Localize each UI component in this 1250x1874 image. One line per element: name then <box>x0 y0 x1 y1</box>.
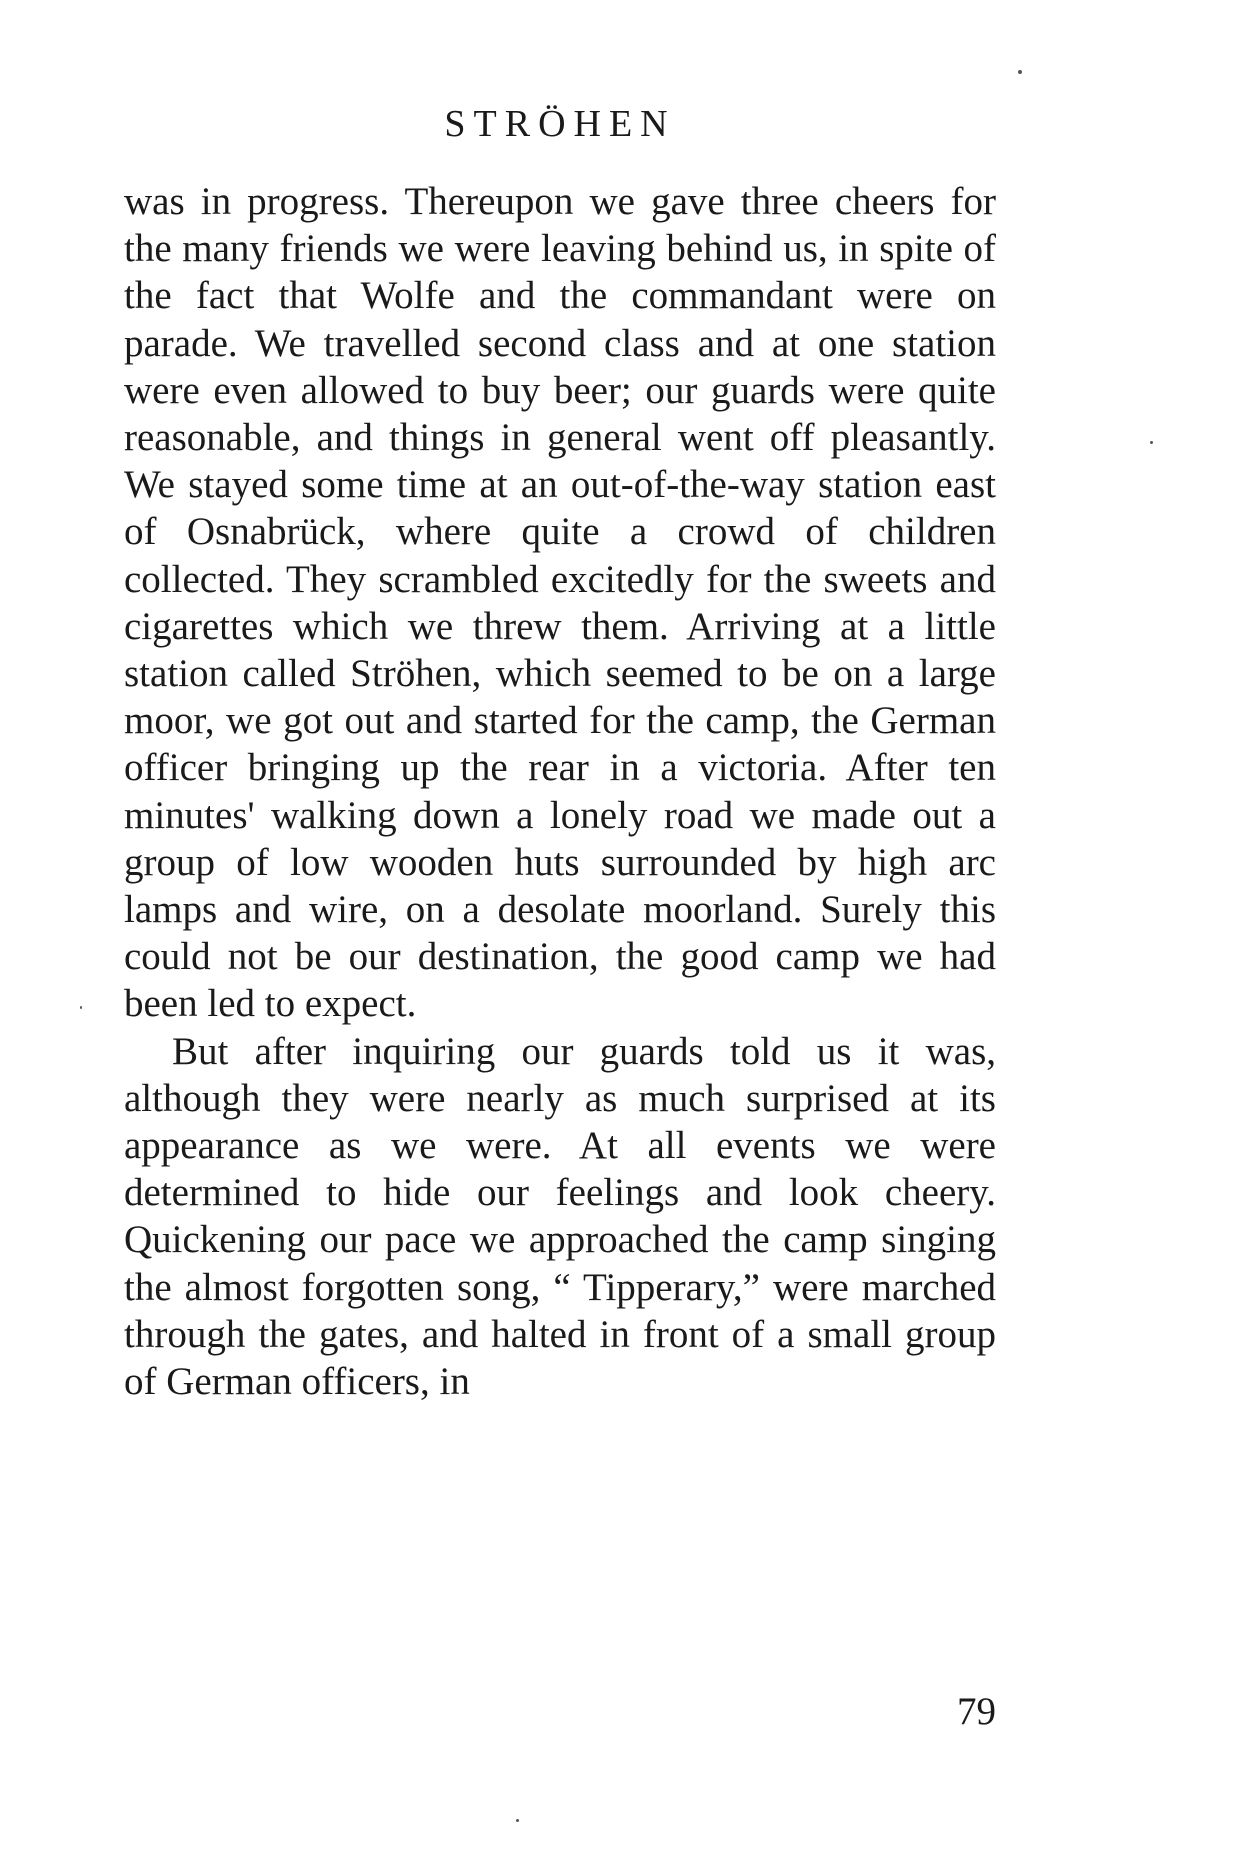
scan-speck <box>516 1819 519 1822</box>
paragraph: But after inquiring our guards told us it was, although they were nearly as much surprised at its appearance as we were. At all events we were determined to hide our feelings and look cheery. Quickening our pace we approached the camp singing the almost forgotten song, “ Tipperary,” were marched through the gates, and halted in front of a small group of German officers, in <box>124 1029 996 1404</box>
body-text <box>124 178 996 1405</box>
running-head: STRÖHEN <box>444 103 676 145</box>
scan-speck <box>1018 70 1022 74</box>
scan-speck <box>80 1006 82 1009</box>
page-number: 79 <box>957 1690 996 1733</box>
scan-speck <box>1150 441 1153 444</box>
paragraph: was in progress. Thereupon we gave three cheers for the many friends we were leaving behind us, in spite of the fact that Wolfe and the commandant were on parade. We travelled second class and at one station were even allowed to buy beer; our guards were quite reasonable, and things in general went off pleasantly. We stayed some time at an out-of-the-way station east of Osnabrück, where quite a crowd of children collected. They scrambled excitedly for the sweets and cigarettes which we threw them. Arriving at a little station called Ströhen, which seemed to be on a large moor, we got out and started for the camp, the German officer bringing up the rear in a victoria. After ten minutes' walking down a lonely road we made out a group of low wooden huts surrounded by high arc lamps and wire, on a desolate moorland. Surely this could not be our destination, the good camp we had been led to expect. <box>124 180 996 1026</box>
